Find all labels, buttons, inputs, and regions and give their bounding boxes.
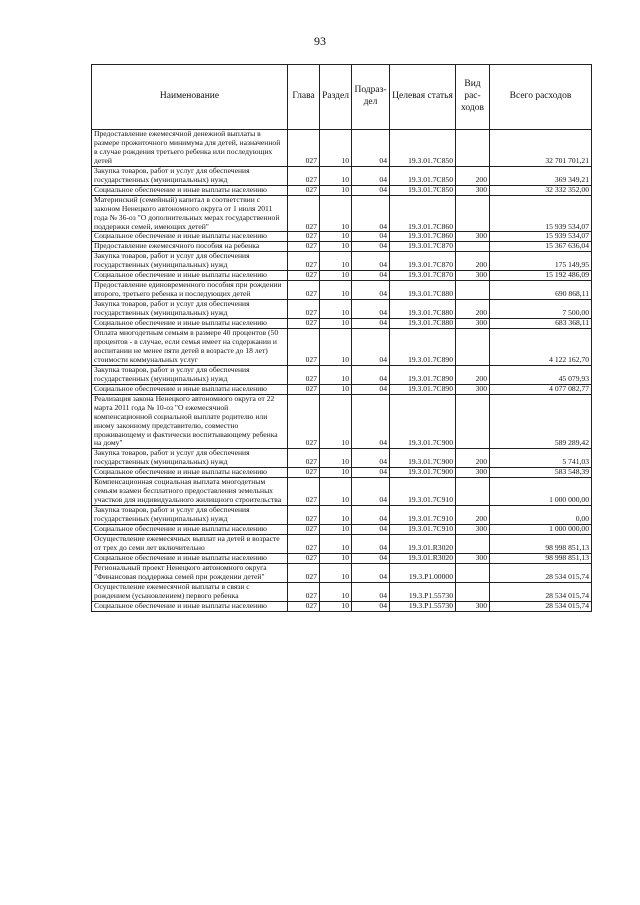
row-podrazdel-cell: 04 [352,468,390,478]
row-total-cell: 98 998 851,13 [490,534,592,553]
budget-table [91,64,592,612]
column-header-vid: Вид рас-ходов [456,65,490,130]
table-row [92,534,592,553]
row-article-cell: 19.3.01.R3020 [390,553,456,563]
row-article-cell: 19.3.01.7С900 [390,449,456,468]
row-total-cell: 32 701 701,21 [490,130,592,167]
row-vid-cell: 300 [456,468,490,478]
row-total-cell: 5 741,03 [490,449,592,468]
row-podrazdel-cell: 04 [352,449,390,468]
row-article-cell: 19.3.01.7С860 [390,232,456,242]
row-vid-cell: 200 [456,365,490,384]
row-name-cell: Закупка товаров, работ и услуг для обеспечения государственных (муниципальных) нужд [92,166,288,185]
row-podrazdel-cell: 04 [352,478,390,506]
row-podrazdel-cell: 04 [352,365,390,384]
row-razdel-cell: 10 [320,553,352,563]
row-total-cell: 1 000 000,00 [490,525,592,535]
table-row [92,242,592,252]
row-total-cell: 4 077 082,77 [490,384,592,394]
table-row [92,468,592,478]
row-article-cell: 19.3.P1.00000 [390,563,456,582]
row-glava-cell: 027 [288,553,320,563]
table-row [92,300,592,319]
row-total-cell: 7 500,00 [490,300,592,319]
row-total-cell: 583 548,39 [490,468,592,478]
row-vid-cell [456,394,490,449]
row-vid-cell [456,478,490,506]
row-podrazdel-cell: 04 [352,563,390,582]
row-total-cell: 4 122 162,70 [490,329,592,366]
row-glava-cell: 027 [288,300,320,319]
row-total-cell: 15 939 534,07 [490,232,592,242]
row-name-cell: Социальное обеспечение и иные выплаты населению [92,525,288,535]
row-article-cell: 19.3.01.7С850 [390,185,456,195]
row-glava-cell: 027 [288,195,320,232]
row-total-cell: 1 000 000,00 [490,478,592,506]
row-name-cell: Социальное обеспечение и иные выплаты населению [92,319,288,329]
row-vid-cell: 300 [456,185,490,195]
table-row [92,563,592,582]
row-podrazdel-cell: 04 [352,601,390,611]
row-vid-cell [456,329,490,366]
row-glava-cell: 027 [288,319,320,329]
row-name-cell: Региональный проект Ненецкого автономного округа "Финансовая поддержка семей при рождении детей" [92,563,288,582]
row-article-cell: 19.3.01.7С890 [390,384,456,394]
row-razdel-cell: 10 [320,449,352,468]
row-razdel-cell: 10 [320,300,352,319]
row-glava-cell: 027 [288,281,320,300]
row-article-cell: 19.3.01.R3020 [390,534,456,553]
row-vid-cell: 300 [456,601,490,611]
table-row [92,384,592,394]
row-glava-cell: 027 [288,534,320,553]
row-podrazdel-cell: 04 [352,252,390,271]
table-row [92,582,592,601]
row-name-cell: Социальное обеспечение и иные выплаты населению [92,271,288,281]
row-vid-cell: 300 [456,319,490,329]
row-name-cell: Закупка товаров, работ и услуг для обеспечения государственных (муниципальных) нужд [92,506,288,525]
row-total-cell: 98 998 851,13 [490,553,592,563]
row-podrazdel-cell: 04 [352,130,390,167]
column-header-name: Наименование [92,65,288,130]
row-total-cell: 683 368,11 [490,319,592,329]
row-name-cell: Предоставление единовременного пособия при рождении второго, третьего ребенка и последующих детей [92,281,288,300]
table-row [92,329,592,366]
row-podrazdel-cell: 04 [352,534,390,553]
row-article-cell: 19.3.01.7С890 [390,329,456,366]
row-podrazdel-cell: 04 [352,300,390,319]
row-name-cell: Закупка товаров, работ и услуг для обеспечения государственных (муниципальных) нужд [92,252,288,271]
row-total-cell: 45 079,93 [490,365,592,384]
table-row [92,319,592,329]
row-glava-cell: 027 [288,601,320,611]
table-row [92,166,592,185]
row-name-cell: Социальное обеспечение и иные выплаты населению [92,468,288,478]
row-glava-cell: 027 [288,478,320,506]
row-name-cell: Материнский (семейный) капитал в соответствии с законом Ненецкого автономного округа от 1 июля 2011 года № 36-оз "О дополнительных мерах государственной поддержки семей, имеющих детей" [92,195,288,232]
row-razdel-cell: 10 [320,525,352,535]
row-name-cell: Осуществление ежемесячных выплат на детей в возрасте от трех до семи лет включительно [92,534,288,553]
row-name-cell: Социальное обеспечение и иные выплаты населению [92,601,288,611]
row-razdel-cell: 10 [320,534,352,553]
column-header-article: Целевая статья [390,65,456,130]
row-glava-cell: 027 [288,449,320,468]
row-vid-cell [456,130,490,167]
row-razdel-cell: 10 [320,252,352,271]
row-vid-cell: 300 [456,271,490,281]
table-row [92,271,592,281]
row-podrazdel-cell: 04 [352,394,390,449]
row-glava-cell: 027 [288,252,320,271]
row-razdel-cell: 10 [320,394,352,449]
row-podrazdel-cell: 04 [352,582,390,601]
row-article-cell: 19.3.01.7С890 [390,365,456,384]
row-razdel-cell: 10 [320,271,352,281]
row-podrazdel-cell: 04 [352,185,390,195]
row-total-cell: 589 289,42 [490,394,592,449]
row-glava-cell: 027 [288,394,320,449]
row-podrazdel-cell: 04 [352,525,390,535]
table-row [92,478,592,506]
row-razdel-cell: 10 [320,468,352,478]
column-header-podrazdel: Подраз-дел [352,65,390,130]
row-razdel-cell: 10 [320,384,352,394]
row-razdel-cell: 10 [320,281,352,300]
row-razdel-cell: 10 [320,242,352,252]
row-name-cell: Закупка товаров, работ и услуг для обеспечения государственных (муниципальных) нужд [92,365,288,384]
row-total-cell: 15 939 534,07 [490,195,592,232]
row-name-cell: Оплата многодетным семьям в размере 40 процентов (50 процентов - в случае, если семья имеет на содержании и воспитании не менее пяти детей в возрасте до 18 лет) стоимости коммунальных услуг [92,329,288,366]
row-article-cell: 19.3.01.7С870 [390,252,456,271]
row-vid-cell [456,281,490,300]
row-vid-cell: 200 [456,449,490,468]
row-total-cell: 28 534 015,74 [490,563,592,582]
table-row [92,506,592,525]
row-name-cell: Осуществление ежемесячной выплаты в связи с рождением (усыновлением) первого ребенка [92,582,288,601]
row-glava-cell: 027 [288,329,320,366]
row-podrazdel-cell: 04 [352,166,390,185]
row-article-cell: 19.3.01.7С850 [390,166,456,185]
row-glava-cell: 027 [288,365,320,384]
row-total-cell: 15 367 636,04 [490,242,592,252]
row-razdel-cell: 10 [320,563,352,582]
row-article-cell: 19.3.01.7С900 [390,394,456,449]
row-vid-cell: 300 [456,232,490,242]
row-vid-cell: 200 [456,252,490,271]
row-podrazdel-cell: 04 [352,553,390,563]
row-article-cell: 19.3.01.7С880 [390,281,456,300]
row-vid-cell: 200 [456,300,490,319]
row-article-cell: 19.3.01.7С860 [390,195,456,232]
table-row [92,252,592,271]
row-name-cell: Социальное обеспечение и иные выплаты населению [92,384,288,394]
row-razdel-cell: 10 [320,329,352,366]
row-razdel-cell: 10 [320,130,352,167]
row-article-cell: 19.3.P1.55730 [390,582,456,601]
table-row [92,185,592,195]
table-row [92,232,592,242]
row-razdel-cell: 10 [320,195,352,232]
row-vid-cell: 300 [456,525,490,535]
row-name-cell: Реализация закона Ненецкого автономного округа от 22 марта 2011 года № 10-оз "О ежемесячной компенсационной социальной выплате родителю или иному законному представителю, совместно проживающему и фактически воспитывающему ребенка на дому" [92,394,288,449]
row-glava-cell: 027 [288,185,320,195]
row-podrazdel-cell: 04 [352,329,390,366]
row-vid-cell [456,242,490,252]
row-total-cell: 690 868,11 [490,281,592,300]
row-article-cell: 19.3.01.7С910 [390,506,456,525]
row-vid-cell: 200 [456,506,490,525]
row-razdel-cell: 10 [320,601,352,611]
table-row [92,130,592,167]
row-article-cell: 19.3.01.7С870 [390,271,456,281]
row-glava-cell: 027 [288,130,320,167]
row-vid-cell [456,582,490,601]
row-razdel-cell: 10 [320,582,352,601]
row-podrazdel-cell: 04 [352,242,390,252]
row-article-cell: 19.3.01.7С910 [390,478,456,506]
row-name-cell: Компенсационная социальная выплата многодетным семьям взамен бесплатного предоставления земельных участков для индивидуального жилищного строительства [92,478,288,506]
row-vid-cell [456,195,490,232]
table-row [92,281,592,300]
page-number: 93 [314,34,326,48]
row-vid-cell: 300 [456,553,490,563]
column-header-glava: Глава [288,65,320,130]
row-total-cell: 28 534 015,74 [490,601,592,611]
row-article-cell: 19.3.01.7С850 [390,130,456,167]
table-row [92,553,592,563]
row-glava-cell: 027 [288,166,320,185]
row-name-cell: Социальное обеспечение и иные выплаты населению [92,553,288,563]
row-article-cell: 19.3.01.7С880 [390,300,456,319]
row-name-cell: Закупка товаров, работ и услуг для обеспечения государственных (муниципальных) нужд [92,449,288,468]
row-vid-cell [456,563,490,582]
row-razdel-cell: 10 [320,365,352,384]
table-row [92,525,592,535]
row-razdel-cell: 10 [320,506,352,525]
row-article-cell: 19.3.01.7С880 [390,319,456,329]
row-total-cell: 0,00 [490,506,592,525]
row-glava-cell: 027 [288,384,320,394]
row-vid-cell: 200 [456,166,490,185]
row-podrazdel-cell: 04 [352,506,390,525]
row-vid-cell [456,534,490,553]
row-name-cell: Закупка товаров, работ и услуг для обеспечения государственных (муниципальных) нужд [92,300,288,319]
row-glava-cell: 027 [288,232,320,242]
row-podrazdel-cell: 04 [352,232,390,242]
row-razdel-cell: 10 [320,185,352,195]
row-razdel-cell: 10 [320,478,352,506]
row-podrazdel-cell: 04 [352,271,390,281]
row-glava-cell: 027 [288,563,320,582]
table-row [92,601,592,611]
row-article-cell: 19.3.01.7С910 [390,525,456,535]
row-article-cell: 19.3.P1.55730 [390,601,456,611]
row-name-cell: Предоставление ежемесячного пособия на ребенка [92,242,288,252]
row-name-cell: Предоставление ежемесячной денежной выплаты в размере прожиточного минимума для детей, назначенной в случае рождения третьего ребенка или последующих детей [92,130,288,167]
row-podrazdel-cell: 04 [352,319,390,329]
row-name-cell: Социальное обеспечение и иные выплаты населению [92,232,288,242]
table-row [92,449,592,468]
column-header-razdel: Раздел [320,65,352,130]
row-razdel-cell: 10 [320,166,352,185]
row-podrazdel-cell: 04 [352,195,390,232]
row-total-cell: 175 149,95 [490,252,592,271]
row-total-cell: 32 332 352,00 [490,185,592,195]
row-glava-cell: 027 [288,582,320,601]
row-glava-cell: 027 [288,242,320,252]
row-razdel-cell: 10 [320,232,352,242]
row-podrazdel-cell: 04 [352,281,390,300]
row-total-cell: 15 192 486,09 [490,271,592,281]
table-row [92,365,592,384]
row-name-cell: Социальное обеспечение и иные выплаты населению [92,185,288,195]
row-total-cell: 28 534 015,74 [490,582,592,601]
row-article-cell: 19.3.01.7С900 [390,468,456,478]
row-total-cell: 369 349,21 [490,166,592,185]
row-razdel-cell: 10 [320,319,352,329]
column-header-total: Всего расходов [490,65,592,130]
row-podrazdel-cell: 04 [352,384,390,394]
row-vid-cell: 300 [456,384,490,394]
row-glava-cell: 027 [288,506,320,525]
table-row [92,195,592,232]
table-header-row [92,65,592,130]
row-glava-cell: 027 [288,525,320,535]
table-row [92,394,592,449]
row-glava-cell: 027 [288,468,320,478]
row-article-cell: 19.3.01.7С870 [390,242,456,252]
row-glava-cell: 027 [288,271,320,281]
